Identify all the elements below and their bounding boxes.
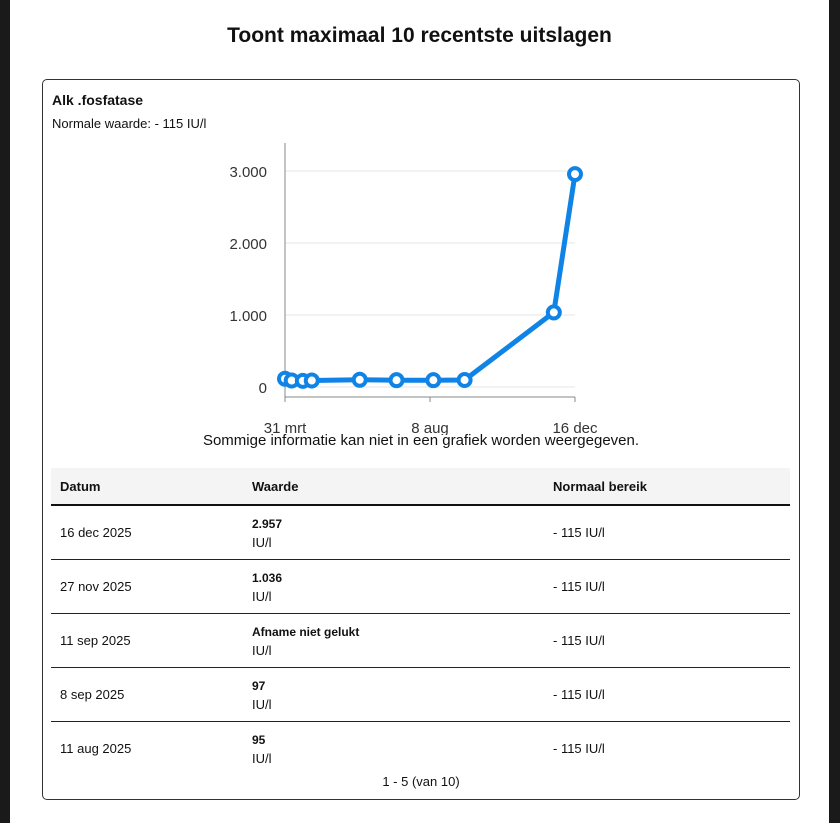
row-unit: IU/l: [252, 697, 272, 712]
row-unit: IU/l: [252, 751, 272, 766]
y-tick-label: 1.000: [229, 308, 267, 325]
data-point: [569, 168, 581, 180]
row-value: 97: [252, 679, 266, 693]
x-tick-label: 8 aug: [411, 420, 449, 435]
data-point: [459, 374, 471, 386]
x-tick-label: 16 dec: [552, 420, 598, 435]
row-value: 1.036: [252, 571, 283, 585]
data-point: [354, 374, 366, 386]
header-normaal-bereik: Normaal bereik: [553, 479, 647, 494]
data-point: [427, 374, 439, 386]
page-heading: Toont maximaal 10 recentste uitslagen: [227, 24, 612, 47]
results-page: [10, 0, 829, 823]
data-point: [306, 375, 318, 387]
pagination-label: 1 - 5 (van 10): [382, 774, 460, 789]
row-range: - 115 IU/l: [553, 741, 605, 756]
table-row: [51, 560, 790, 614]
row-unit: IU/l: [252, 643, 272, 658]
y-tick-label: 3.000: [229, 164, 267, 181]
data-point: [391, 374, 403, 386]
row-range: - 115 IU/l: [553, 687, 605, 702]
row-range: - 115 IU/l: [553, 579, 605, 594]
row-unit: IU/l: [252, 535, 272, 550]
results-table: [51, 468, 790, 775]
row-range: - 115 IU/l: [553, 525, 605, 540]
row-unit: IU/l: [252, 589, 272, 604]
row-date: 27 nov 2025: [60, 579, 132, 594]
table-row: [51, 722, 790, 775]
data-point: [548, 306, 560, 318]
y-tick-label: 0: [258, 380, 267, 397]
y-tick-label: 2.000: [229, 236, 267, 253]
row-date: 11 aug 2025: [60, 741, 132, 756]
row-date: 16 dec 2025: [60, 525, 132, 540]
row-date: 8 sep 2025: [60, 687, 125, 702]
row-value: 95: [252, 733, 266, 747]
table-row: [51, 506, 790, 560]
row-value: 2.957: [252, 517, 283, 531]
header-waarde: Waarde: [252, 479, 299, 494]
result-card: [42, 79, 800, 800]
test-name: Alk .fosfatase: [52, 92, 144, 108]
row-value: Afname niet gelukt: [252, 625, 360, 639]
chart-note: Sommige informatie kan niet in een grafiek worden weergegeven.: [202, 432, 640, 449]
row-range: - 115 IU/l: [553, 633, 605, 648]
header-datum: Datum: [60, 479, 101, 494]
table-row: [51, 614, 790, 668]
trend-chart: [43, 135, 799, 435]
normal-value-label: Normale waarde: - 115 IU/l: [52, 116, 207, 131]
series-line: [285, 174, 575, 381]
table-header: [51, 468, 790, 506]
row-date: 11 sep 2025: [60, 633, 131, 648]
table-row: [51, 668, 790, 722]
x-tick-label: 31 mrt: [263, 420, 307, 435]
